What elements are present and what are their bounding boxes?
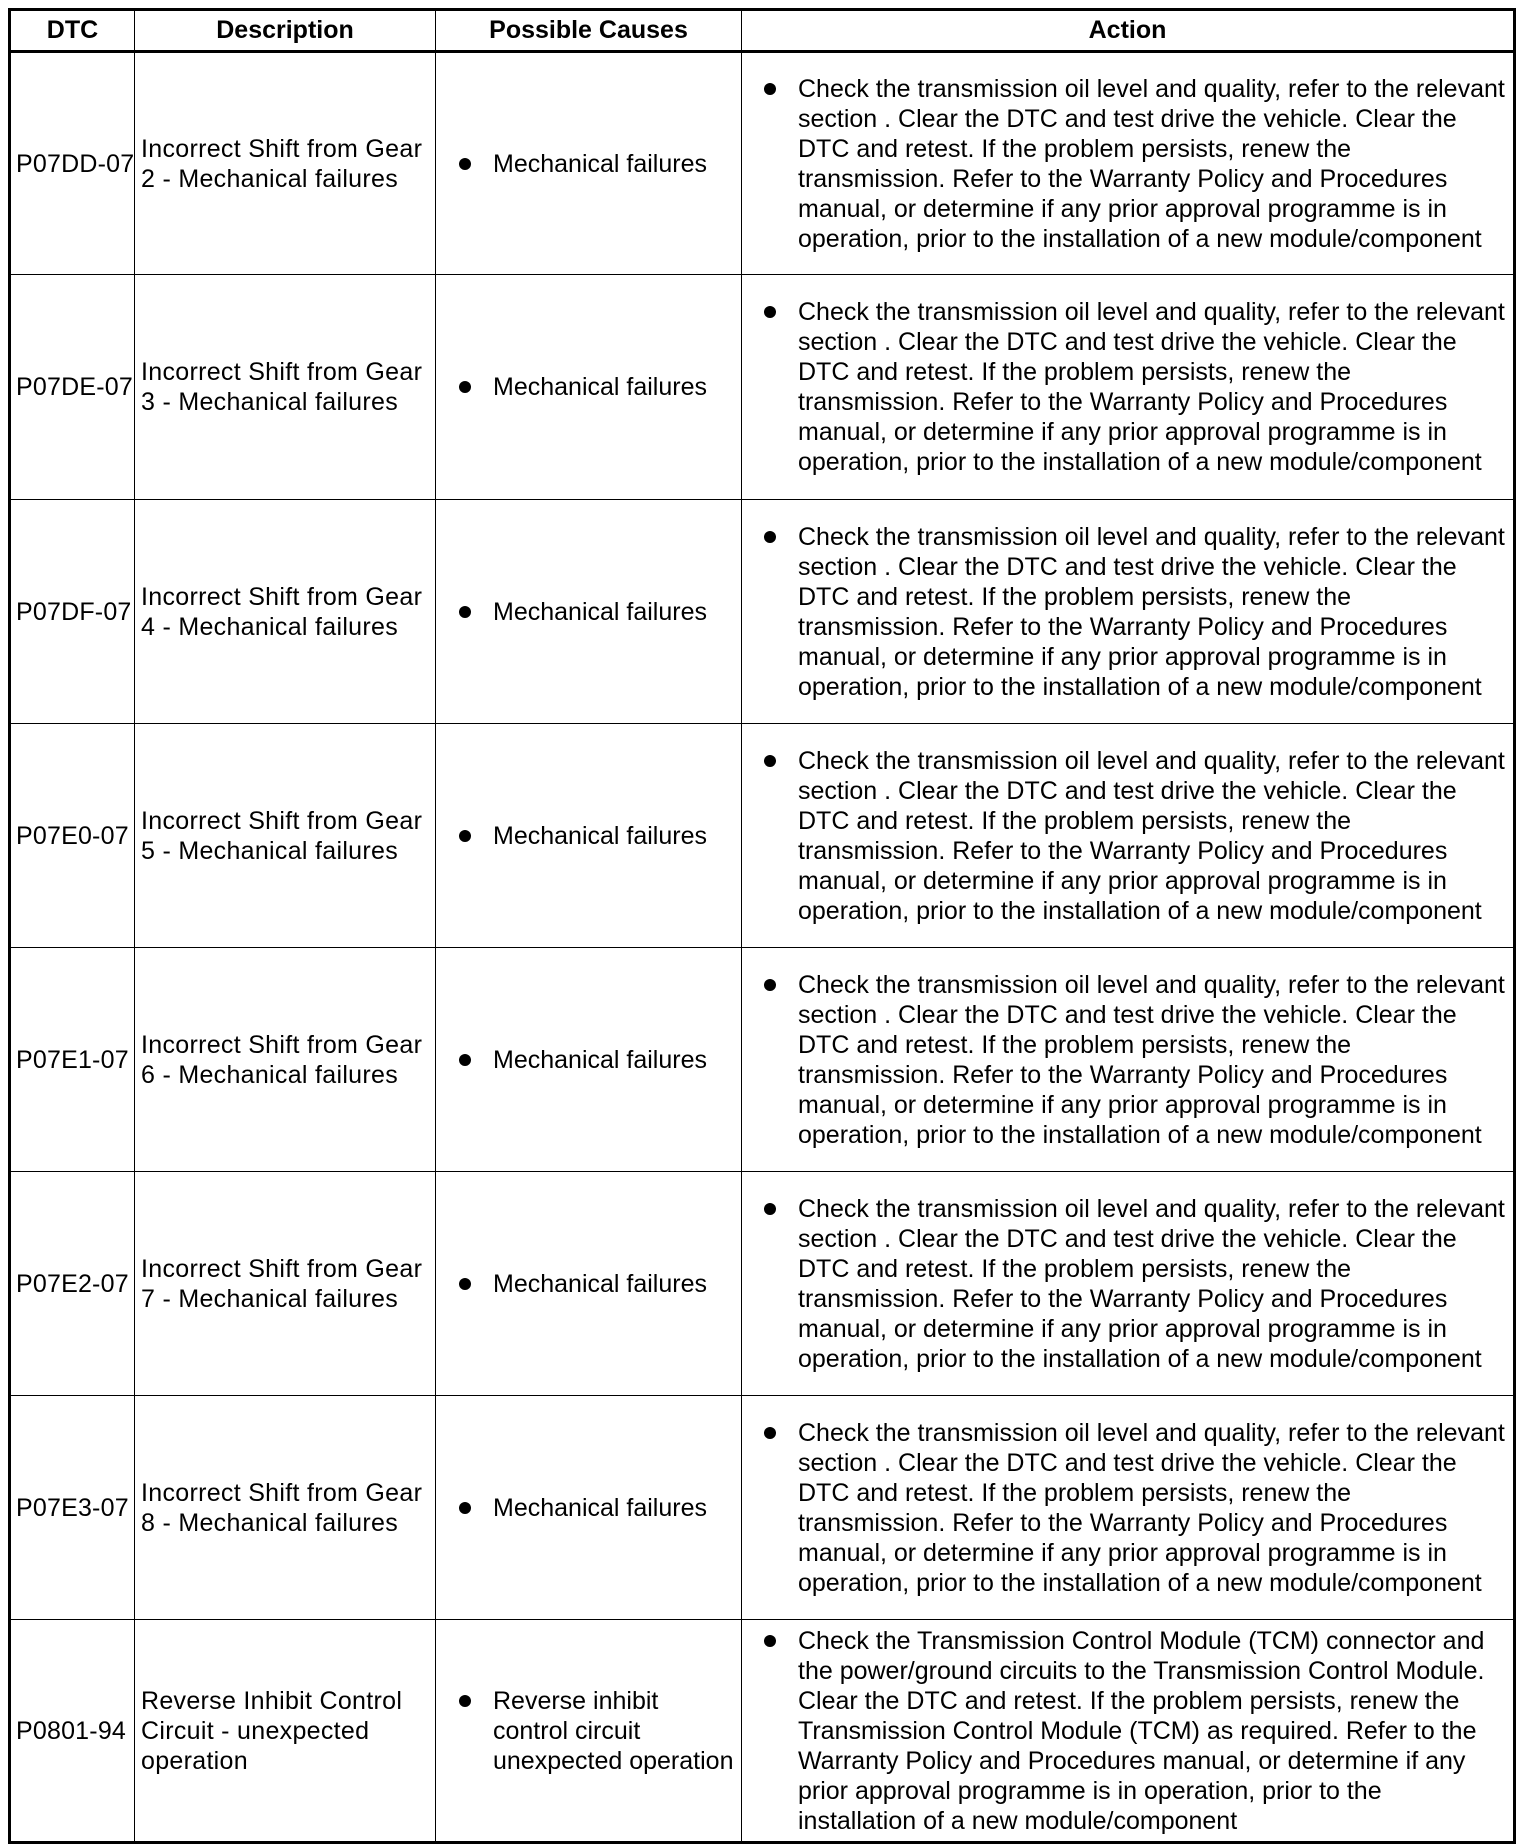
possible-cause-text: Mechanical failures — [493, 1045, 707, 1074]
bullet-icon — [459, 606, 471, 618]
action-cell — [742, 1172, 1515, 1396]
possible-cause-text: Mechanical failures — [493, 1269, 707, 1298]
table-row — [10, 52, 1515, 275]
dtc-code: P07DF-07 — [10, 500, 135, 724]
cause-bullet-item — [459, 597, 737, 627]
dtc-description: Incorrect Shift from Gear 8 - Mechanical failures — [135, 1396, 436, 1620]
action-bullet-item — [764, 522, 1505, 702]
table-row — [10, 1620, 1515, 1843]
cause-bullet-item — [459, 1269, 737, 1299]
dtc-code: P07E0-07 — [10, 724, 135, 948]
dtc-description: Incorrect Shift from Gear 5 - Mechanical failures — [135, 724, 436, 948]
cause-bullet-item — [459, 1686, 737, 1776]
dtc-code: P07E3-07 — [10, 1396, 135, 1620]
dtc-code: P07E2-07 — [10, 1172, 135, 1396]
cause-bullet-item — [459, 1045, 737, 1075]
possible-cause-cell — [436, 724, 742, 948]
header-possible-causes: Possible Causes — [436, 10, 742, 52]
action-cell — [742, 275, 1515, 500]
bullet-icon — [764, 83, 776, 95]
possible-cause-cell — [436, 948, 742, 1172]
header-action: Action — [742, 10, 1515, 52]
action-cell — [742, 948, 1515, 1172]
bullet-icon — [459, 158, 471, 170]
action-bullet-item — [764, 74, 1505, 254]
action-cell — [742, 500, 1515, 724]
dtc-description: Reverse Inhibit Control Circuit - unexpected operation — [135, 1620, 436, 1843]
action-cell — [742, 724, 1515, 948]
action-bullet-item — [764, 1626, 1505, 1836]
action-cell — [742, 1620, 1515, 1843]
table-body — [10, 52, 1515, 1843]
header-dtc: DTC — [10, 10, 135, 52]
cause-bullet-item — [459, 372, 737, 402]
possible-cause-text: Mechanical failures — [493, 149, 707, 178]
table-row — [10, 500, 1515, 724]
action-bullet-item — [764, 746, 1505, 926]
possible-cause-cell — [436, 275, 742, 500]
possible-cause-cell — [436, 1620, 742, 1843]
action-text: Check the transmission oil level and quality, refer to the relevant section . Clear the DTC and test drive the vehicle. Clear the DTC and retest. If the problem persists, renew the transmission. Refer to the Warranty Policy and Procedures manual, or determine if any prior approval programme is in operation, prior to the installation of a new module/component — [798, 522, 1505, 701]
action-bullet-item — [764, 297, 1505, 477]
dtc-code: P07DE-07 — [10, 275, 135, 500]
dtc-code: P07E1-07 — [10, 948, 135, 1172]
possible-cause-text: Mechanical failures — [493, 821, 707, 850]
possible-cause-cell — [436, 1172, 742, 1396]
bullet-icon — [764, 979, 776, 991]
action-text: Check the transmission oil level and quality, refer to the relevant section . Clear the DTC and test drive the vehicle. Clear the DTC and retest. If the problem persists, renew the transmission. Refer to the Warranty Policy and Procedures manual, or determine if any prior approval programme is in operation, prior to the installation of a new module/component — [798, 298, 1505, 476]
dtc-code: P0801-94 — [10, 1620, 135, 1843]
possible-cause-cell — [436, 500, 742, 724]
possible-cause-text: Mechanical failures — [493, 1493, 707, 1522]
bullet-icon — [764, 531, 776, 543]
bullet-icon — [459, 1054, 471, 1066]
action-bullet-item — [764, 1194, 1505, 1374]
possible-cause-text: Reverse inhibit control circuit unexpected operation — [493, 1686, 734, 1775]
bullet-icon — [764, 306, 776, 318]
action-cell — [742, 1396, 1515, 1620]
table-header-row — [10, 10, 1515, 52]
dtc-description: Incorrect Shift from Gear 6 - Mechanical failures — [135, 948, 436, 1172]
possible-cause-text: Mechanical failures — [493, 597, 707, 626]
action-bullet-item — [764, 1418, 1505, 1598]
bullet-icon — [459, 830, 471, 842]
cause-bullet-item — [459, 149, 737, 179]
action-bullet-item — [764, 970, 1505, 1150]
action-text: Check the transmission oil level and quality, refer to the relevant section . Clear the DTC and test drive the vehicle. Clear the DTC and retest. If the problem persists, renew the transmission. Refer to the Warranty Policy and Procedures manual, or determine if any prior approval programme is in operation, prior to the installation of a new module/component — [798, 1194, 1505, 1373]
dtc-description: Incorrect Shift from Gear 2 - Mechanical failures — [135, 52, 436, 275]
header-description: Description — [135, 10, 436, 52]
table-row — [10, 724, 1515, 948]
action-text: Check the transmission oil level and quality, refer to the relevant section . Clear the DTC and test drive the vehicle. Clear the DTC and retest. If the problem persists, renew the transmission. Refer to the Warranty Policy and Procedures manual, or determine if any prior approval programme is in operation, prior to the installation of a new module/component — [798, 970, 1505, 1149]
dtc-code: P07DD-07 — [10, 52, 135, 275]
bullet-icon — [764, 755, 776, 767]
cause-bullet-item — [459, 821, 737, 851]
bullet-icon — [459, 1502, 471, 1514]
dtc-description: Incorrect Shift from Gear 7 - Mechanical failures — [135, 1172, 436, 1396]
possible-cause-cell — [436, 1396, 742, 1620]
dtc-table — [8, 8, 1516, 1844]
bullet-icon — [459, 381, 471, 393]
action-text: Check the Transmission Control Module (TCM) connector and the power/ground circuits to the Transmission Control Module. Clear the DTC and retest. If the problem persists, renew the Transmission Control Module (TCM) as required. Refer to the Warranty Policy and Procedures manual, or determine if any prior approval programme is in operation, prior to the installation of a new module/component — [798, 1626, 1485, 1835]
action-text: Check the transmission oil level and quality, refer to the relevant section . Clear the DTC and test drive the vehicle. Clear the DTC and retest. If the problem persists, renew the transmission. Refer to the Warranty Policy and Procedures manual, or determine if any prior approval programme is in operation, prior to the installation of a new module/component — [798, 74, 1505, 253]
bullet-icon — [764, 1427, 776, 1439]
dtc-description: Incorrect Shift from Gear 4 - Mechanical failures — [135, 500, 436, 724]
table-row — [10, 1396, 1515, 1620]
action-text: Check the transmission oil level and quality, refer to the relevant section . Clear the DTC and test drive the vehicle. Clear the DTC and retest. If the problem persists, renew the transmission. Refer to the Warranty Policy and Procedures manual, or determine if any prior approval programme is in operation, prior to the installation of a new module/component — [798, 1418, 1505, 1597]
action-text: Check the transmission oil level and quality, refer to the relevant section . Clear the DTC and test drive the vehicle. Clear the DTC and retest. If the problem persists, renew the transmission. Refer to the Warranty Policy and Procedures manual, or determine if any prior approval programme is in operation, prior to the installation of a new module/component — [798, 746, 1505, 925]
bullet-icon — [764, 1635, 776, 1647]
table-row — [10, 948, 1515, 1172]
action-cell — [742, 52, 1515, 275]
bullet-icon — [459, 1278, 471, 1290]
possible-cause-cell — [436, 52, 742, 275]
table-row — [10, 1172, 1515, 1396]
dtc-description: Incorrect Shift from Gear 3 - Mechanical failures — [135, 275, 436, 500]
bullet-icon — [764, 1203, 776, 1215]
bullet-icon — [459, 1695, 471, 1707]
possible-cause-text: Mechanical failures — [493, 373, 707, 401]
cause-bullet-item — [459, 1493, 737, 1523]
table-row — [10, 275, 1515, 500]
